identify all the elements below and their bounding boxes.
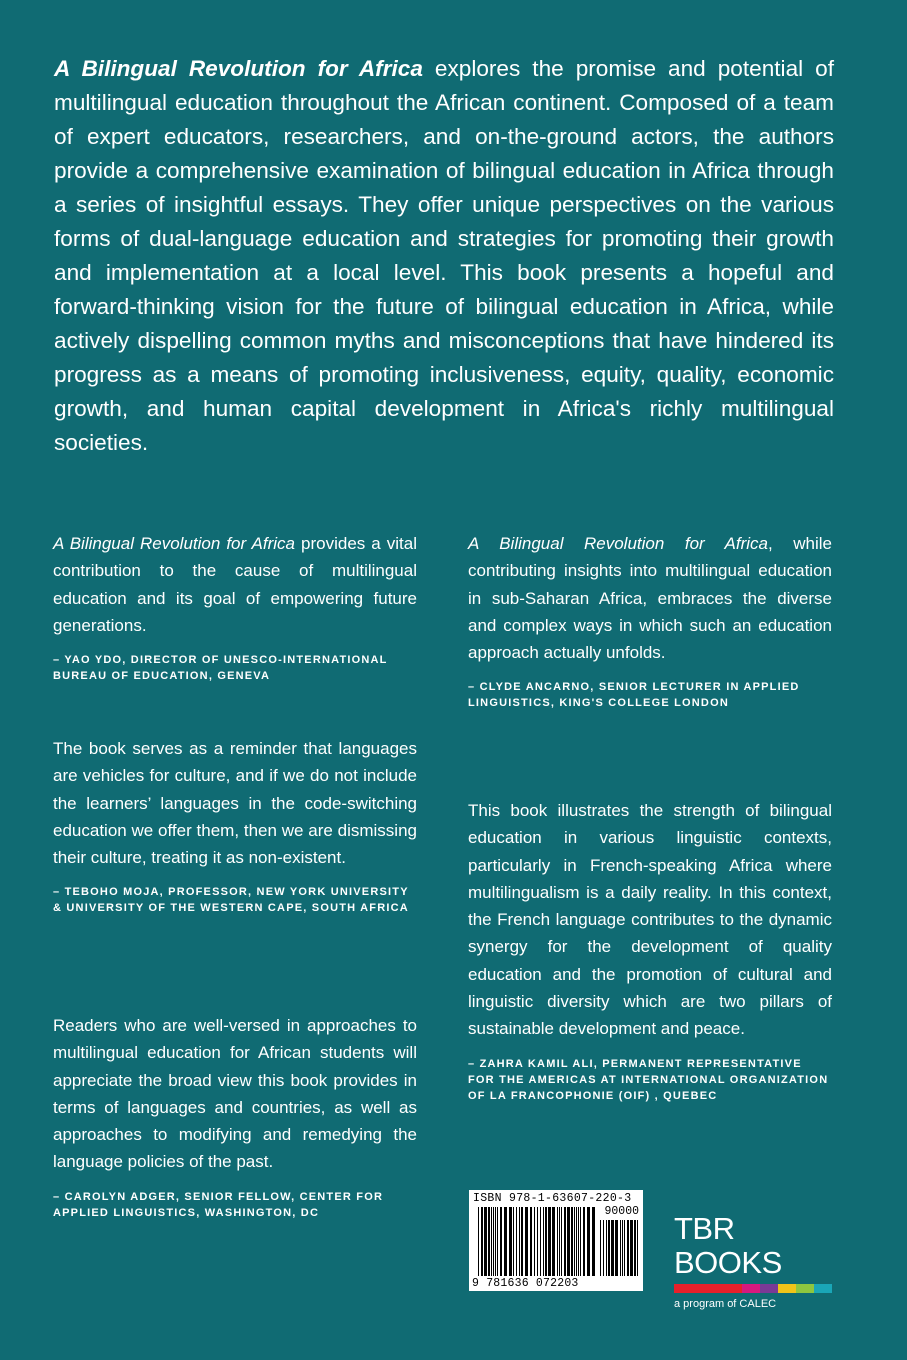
quote-text: The book serves as a reminder that languages are vehicles for culture, and if we do not include the learners’ languages in the code-switching education we offer them, then we are dismissing their culture, treating it as non-existent. [53, 739, 417, 868]
barcode-bar [495, 1207, 496, 1276]
quote-attribution: – ZAHRA KAMIL ALI, PERMANENT REPRESENTATIVE FOR THE AMERICAS AT INTERNATIONAL ORGANIZATION OF LA FRANCOPHONIE (OIF) , QUEBEC [468, 1057, 829, 1102]
quote-attribution: – CAROLYN ADGER, SENIOR FELLOW, CENTER FOR APPLIED LINGUISTICS, WASHINGTON, DC [53, 1190, 384, 1219]
barcode-bar [540, 1207, 541, 1276]
color-swatch [674, 1284, 742, 1293]
barcode-bar [513, 1207, 514, 1276]
barcode-bar [543, 1207, 544, 1276]
price-code: 90000 [604, 1205, 639, 1218]
barcode-bar [488, 1207, 490, 1276]
quote-clyde-ancarno [468, 530, 832, 711]
quote-carolyn-adger [53, 1012, 417, 1221]
color-swatch [760, 1284, 778, 1293]
quote-text: This book illustrates the strength of bilingual education in various linguistic contexts, particularly in French-speaking Africa where multilingualism is a daily reality. In this context, the French language contributes to the dynamic synergy for the development of quality education and the promotion of cultural and linguistic diversity which are two pillars of sustainable development and peace. [468, 801, 832, 1039]
barcode-bar [574, 1207, 575, 1276]
barcode-bar [484, 1207, 487, 1276]
isbn-number: ISBN 978-1-63607-220-3 [473, 1192, 632, 1205]
quote-zahra-kamil-ali [468, 797, 832, 1104]
barcode-bar [583, 1207, 585, 1276]
barcode-bar [545, 1207, 547, 1276]
barcode-bar [509, 1207, 512, 1276]
barcode-bar [557, 1207, 558, 1276]
barcode-bar [634, 1220, 636, 1276]
publisher-color-bar [674, 1284, 832, 1293]
quote-book-title: A Bilingual Revolution for Africa [53, 534, 296, 553]
barcode-bar [561, 1207, 562, 1276]
intro-paragraph [54, 52, 834, 460]
quote-text: Readers who are well-versed in approaches to multilingual education for African students will appreciate the broad view this book provides in terms of languages and countries, as well as approaches to modifying and remedying the language policies of the past. [53, 1016, 417, 1172]
barcode-bar [491, 1207, 492, 1276]
color-swatch [742, 1284, 760, 1293]
barcode-bar [587, 1207, 590, 1276]
barcode-bar [620, 1220, 621, 1276]
barcode-bar [630, 1220, 633, 1276]
barcode-bar [580, 1207, 581, 1276]
publisher-name: TBR BOOKS [674, 1211, 782, 1280]
barcode-bar [627, 1220, 629, 1276]
quote-yao-ydo [53, 530, 417, 684]
barcode-bar [611, 1220, 614, 1276]
quote-book-title: A Bilingual Revolution for Africa [468, 534, 769, 553]
barcode-digits: 9 781636 072203 [472, 1277, 579, 1290]
quote-teboho-moja [53, 735, 417, 916]
barcode-bar [481, 1207, 483, 1276]
color-swatch [778, 1284, 796, 1293]
barcode-bar [559, 1207, 560, 1276]
barcode-bar [516, 1207, 517, 1276]
barcode-bar [530, 1207, 532, 1276]
quote-attribution: – CLYDE ANCARNO, SENIOR LECTURER IN APPLIED LINGUISTICS, KING'S COLLEGE LONDON [468, 681, 800, 710]
barcode-bar [603, 1220, 604, 1276]
color-swatch [796, 1284, 814, 1293]
barcode-bar [624, 1220, 625, 1276]
quote-text: A Bilingual Revolution for Africa, while contributing insights into multilingual education in sub-Saharan Africa, embraces the diverse and complex ways in which such an education approach actually unfolds. [468, 534, 833, 663]
barcode-bar [478, 1207, 479, 1276]
barcode-bar [606, 1220, 607, 1276]
barcode-bar [600, 1220, 601, 1276]
barcode-bar [567, 1207, 570, 1276]
barcode-bar [615, 1220, 618, 1276]
barcode-bar [608, 1220, 610, 1276]
barcode-bar [493, 1207, 494, 1276]
barcode-bar [521, 1207, 523, 1276]
barcode-bar [500, 1207, 502, 1276]
barcode-bar [552, 1207, 555, 1276]
color-swatch [814, 1284, 832, 1293]
quote-attribution: – YAO YDO, DIRECTOR OF UNESCO-INTERNATIONAL BUREAU OF EDUCATION, GENEVA [53, 654, 388, 683]
quote-attribution: – TEBOHO MOJA, PROFESSOR, NEW YORK UNIVERSITY & UNIVERSITY OF THE WESTERN CAPE, SOUTH AFRICA [53, 886, 409, 915]
barcode-bar [564, 1207, 566, 1276]
barcode-bar [637, 1220, 638, 1276]
barcode-bar [622, 1220, 623, 1276]
barcode-bar [578, 1207, 579, 1276]
barcode-bar [534, 1207, 535, 1276]
publisher-tagline: a program of CALEC [674, 1298, 777, 1310]
barcode-bar [592, 1207, 595, 1276]
intro-book-title: A Bilingual Revolution for Africa [54, 56, 423, 81]
barcode-bar [571, 1207, 573, 1276]
barcode-bar [519, 1207, 520, 1276]
quote-text: A Bilingual Revolution for Africa provides a vital contribution to the cause of multilingual education and its goal of empowering future generations. [53, 534, 417, 635]
barcode-bar [576, 1207, 577, 1276]
barcode-bar [548, 1207, 551, 1276]
isbn-barcode [469, 1190, 643, 1291]
publisher-logo [674, 1212, 844, 1310]
barcode-bar [497, 1207, 498, 1276]
intro-text: explores the promise and potential of multilingual education throughout the African continent. Composed of a team of expert educators, researchers, and on-the-ground actors, the authors provide a comprehensive examination of bilingual education in Africa through a series of insightful essays. They offer unique perspectives on the various forms of dual-language education and strategies for promoting their growth and implementation at a local level. This book presents a hopeful and forward-thinking vision for the future of bilingual education in Africa, while actively dispelling common myths and misconceptions that have hindered its progress as a means of promoting inclusiveness, equity, quality, economic growth, and human capital development in Africa's richly multilingual societies. [54, 56, 834, 455]
barcode-bar [525, 1207, 528, 1276]
barcode-bar [504, 1207, 507, 1276]
barcode-bar [537, 1207, 538, 1276]
